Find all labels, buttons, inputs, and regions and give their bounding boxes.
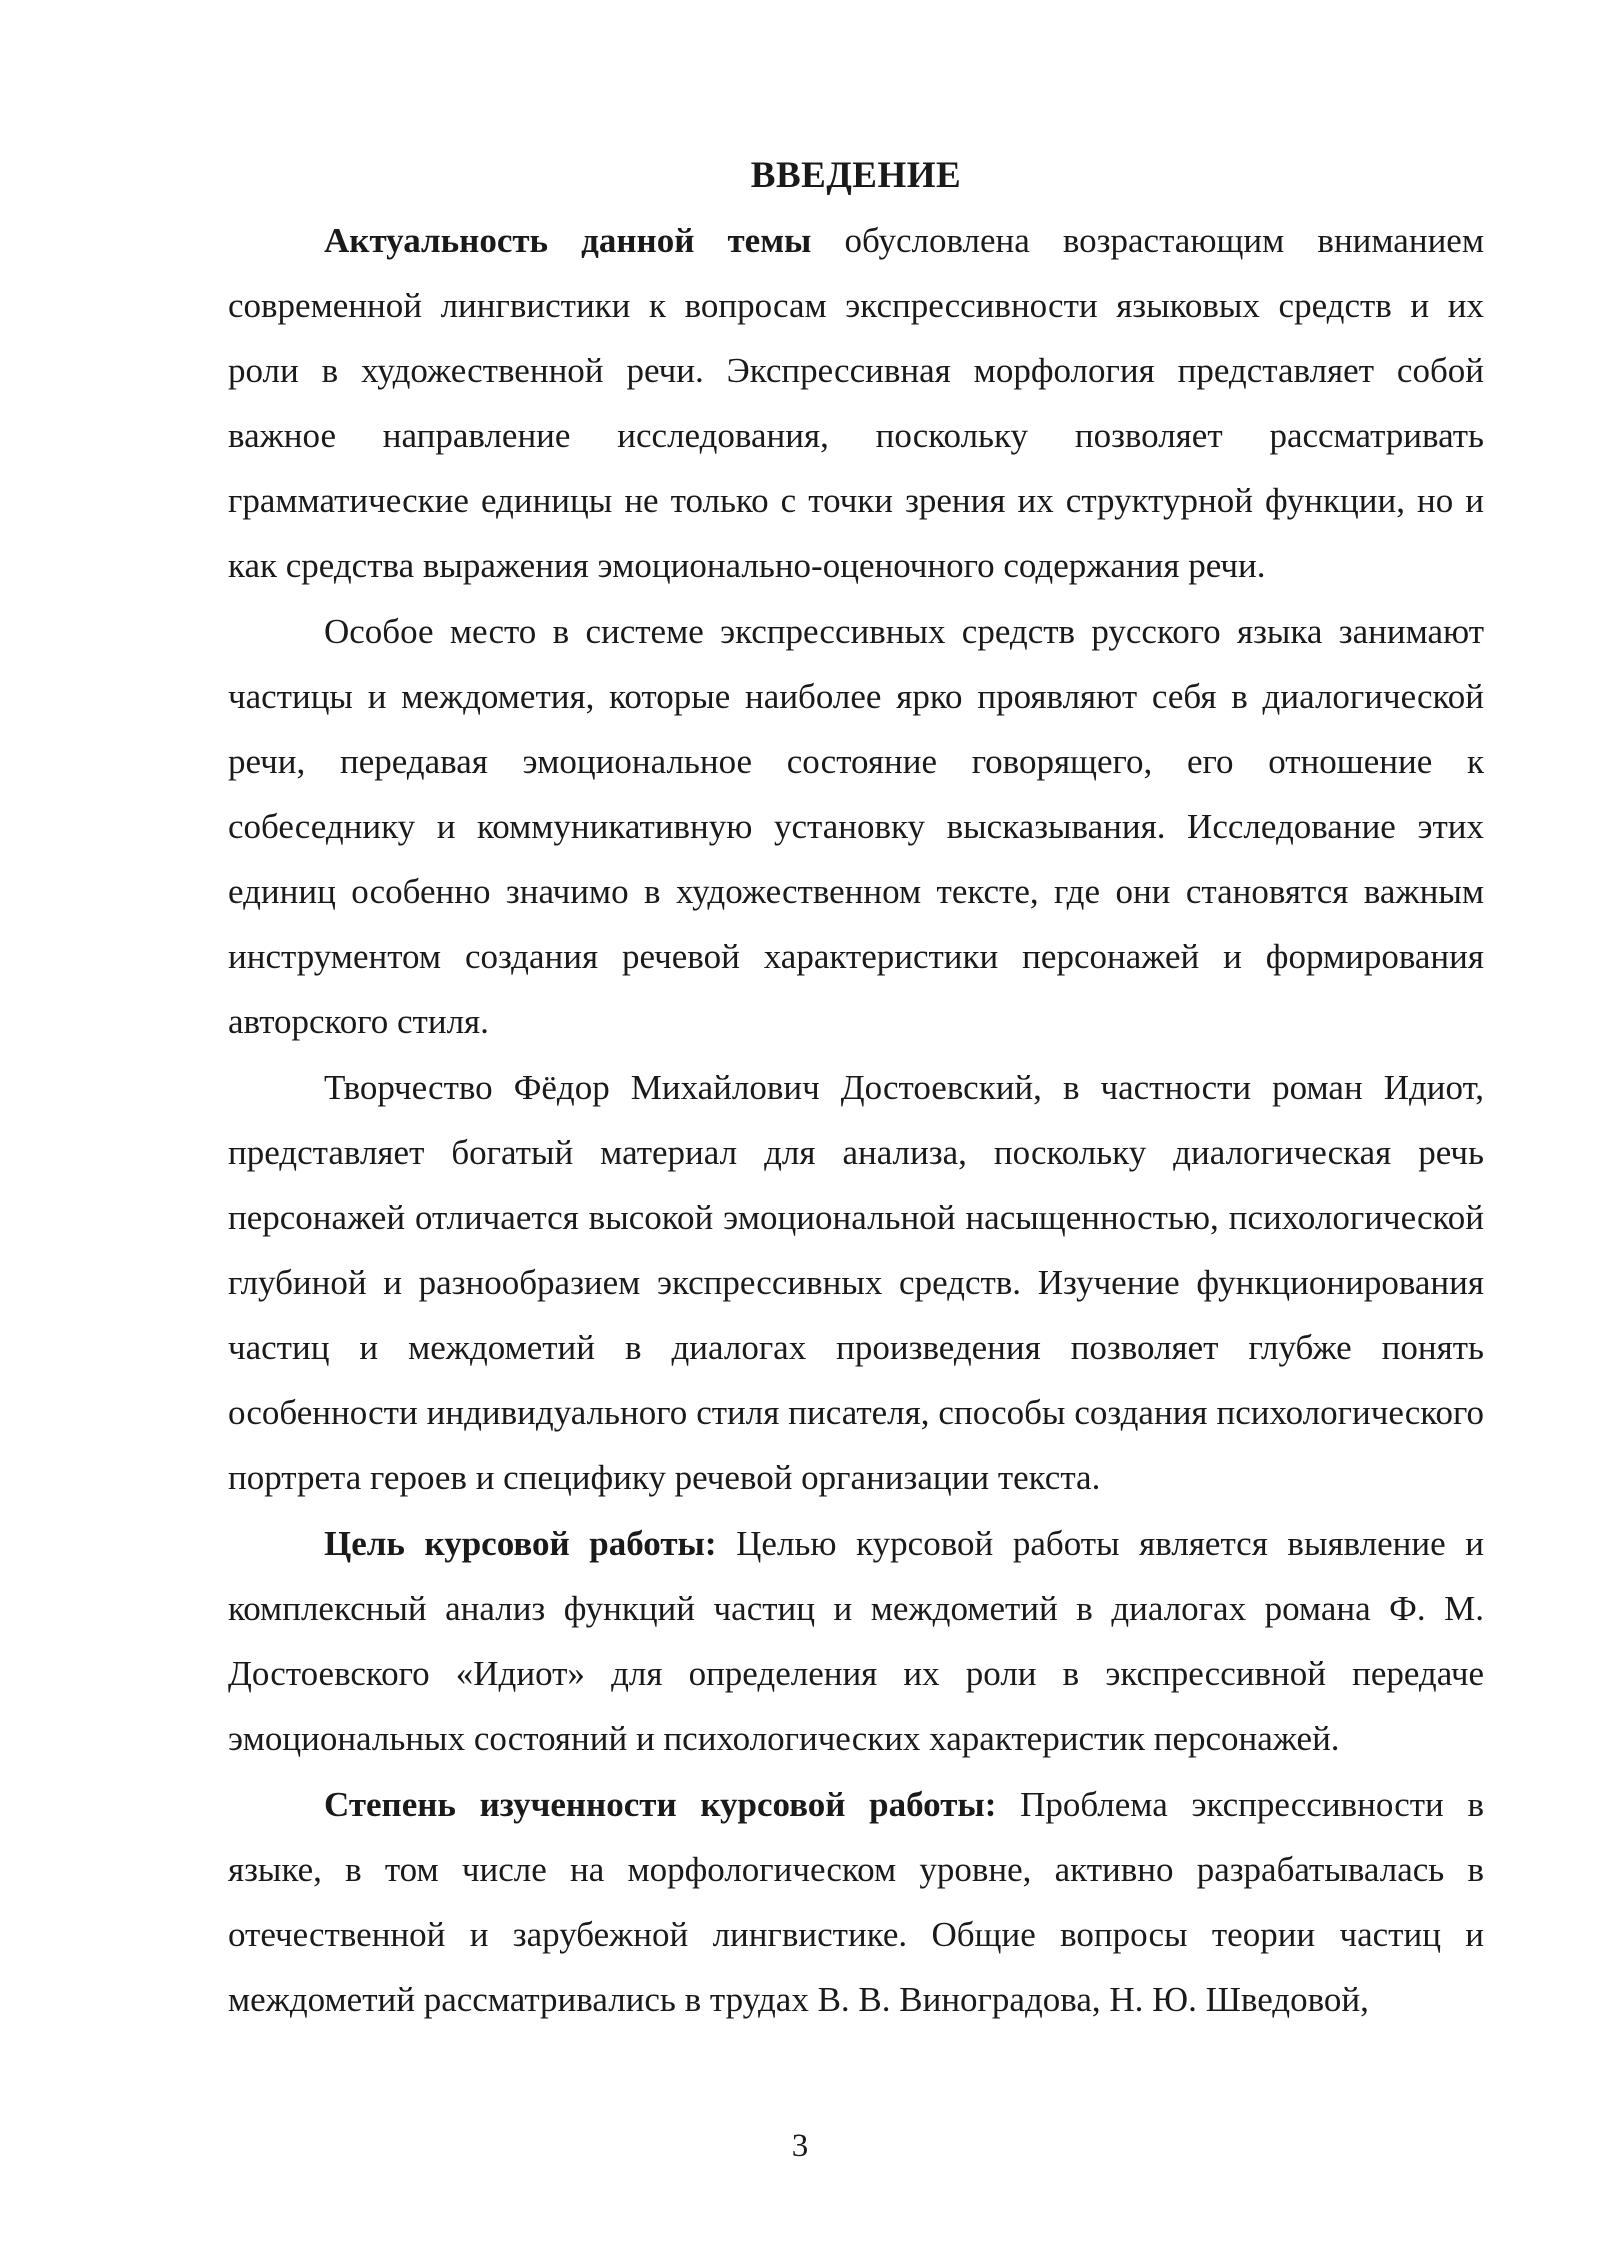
- paragraph-goal: [228, 1511, 1484, 1771]
- paragraph-text: Проблема экспрессивности в языке, в том числе на морфологическом уровне, активно разрабатывалась в отечественной и зарубежной лингвистике. Общие вопросы теории частиц и междометий рассматривались в трудах В. В. Виноградова, Н. Ю. Шведовой,: [228, 1785, 1484, 2019]
- paragraph-text: Целью курсовой работы является выявление и комплексный анализ функций частиц и междометий в диалогах романа Ф. М. Достоевского «Идиот» для определения их роли в экспрессивной передаче эмоциональных состояний и психологических характеристик персонажей.: [228, 1524, 1484, 1758]
- paragraph-lead: Степень изученности курсовой работы:: [324, 1785, 997, 1824]
- paragraph-text: Особое место в системе экспрессивных средств русского языка занимают частицы и междометия, которые наиболее ярко проявляют себя в диалогической речи, передавая эмоциональное состояние говорящего, его отношение к собеседнику и коммуникативную установку высказывания. Исследование этих единиц особенно значимо в художественном тексте, где они становятся важным инструментом создания речевой характеристики персонажей и формирования авторского стиля.: [228, 612, 1484, 1041]
- paragraph-lead: Цель курсовой работы:: [324, 1524, 717, 1563]
- paragraph-lead: Актуальность данной темы: [324, 221, 812, 260]
- paragraph-text: обусловлена возрастающим вниманием современной лингвистики к вопросам экспрессивности языковых средств и их роли в художественной речи. Экспрессивная морфология представляет собой важное направление исследования, поскольку позволяет рассматривать грамматические единицы не только с точки зрения их структурной функции, но и как средства выражения эмоционально-оценочного содержания речи.: [228, 221, 1484, 585]
- paragraph-study-degree: [228, 1772, 1484, 2032]
- section-heading: ВВЕДЕНИЕ: [750, 155, 962, 196]
- paragraph-relevance: [228, 208, 1484, 598]
- body-text: [228, 208, 1484, 2033]
- page-number: 3: [791, 2128, 809, 2164]
- paragraph-particles-interjections: [228, 599, 1484, 1054]
- paragraph-text: Творчество Фёдор Михайлович Достоевский, в частности роман Идиот, представляет богатый материал для анализа, поскольку диалогическая речь персонажей отличается высокой эмоциональной насыщенностью, психологической глубиной и разнообразием экспрессивных средств. Изучение функционирования частиц и междометий в диалогах произведения позволяет глубже понять особенности индивидуального стиля писателя, способы создания психологического портрета героев и специфику речевой организации текста.: [228, 1068, 1484, 1497]
- paragraph-dostoevsky: [228, 1055, 1484, 1510]
